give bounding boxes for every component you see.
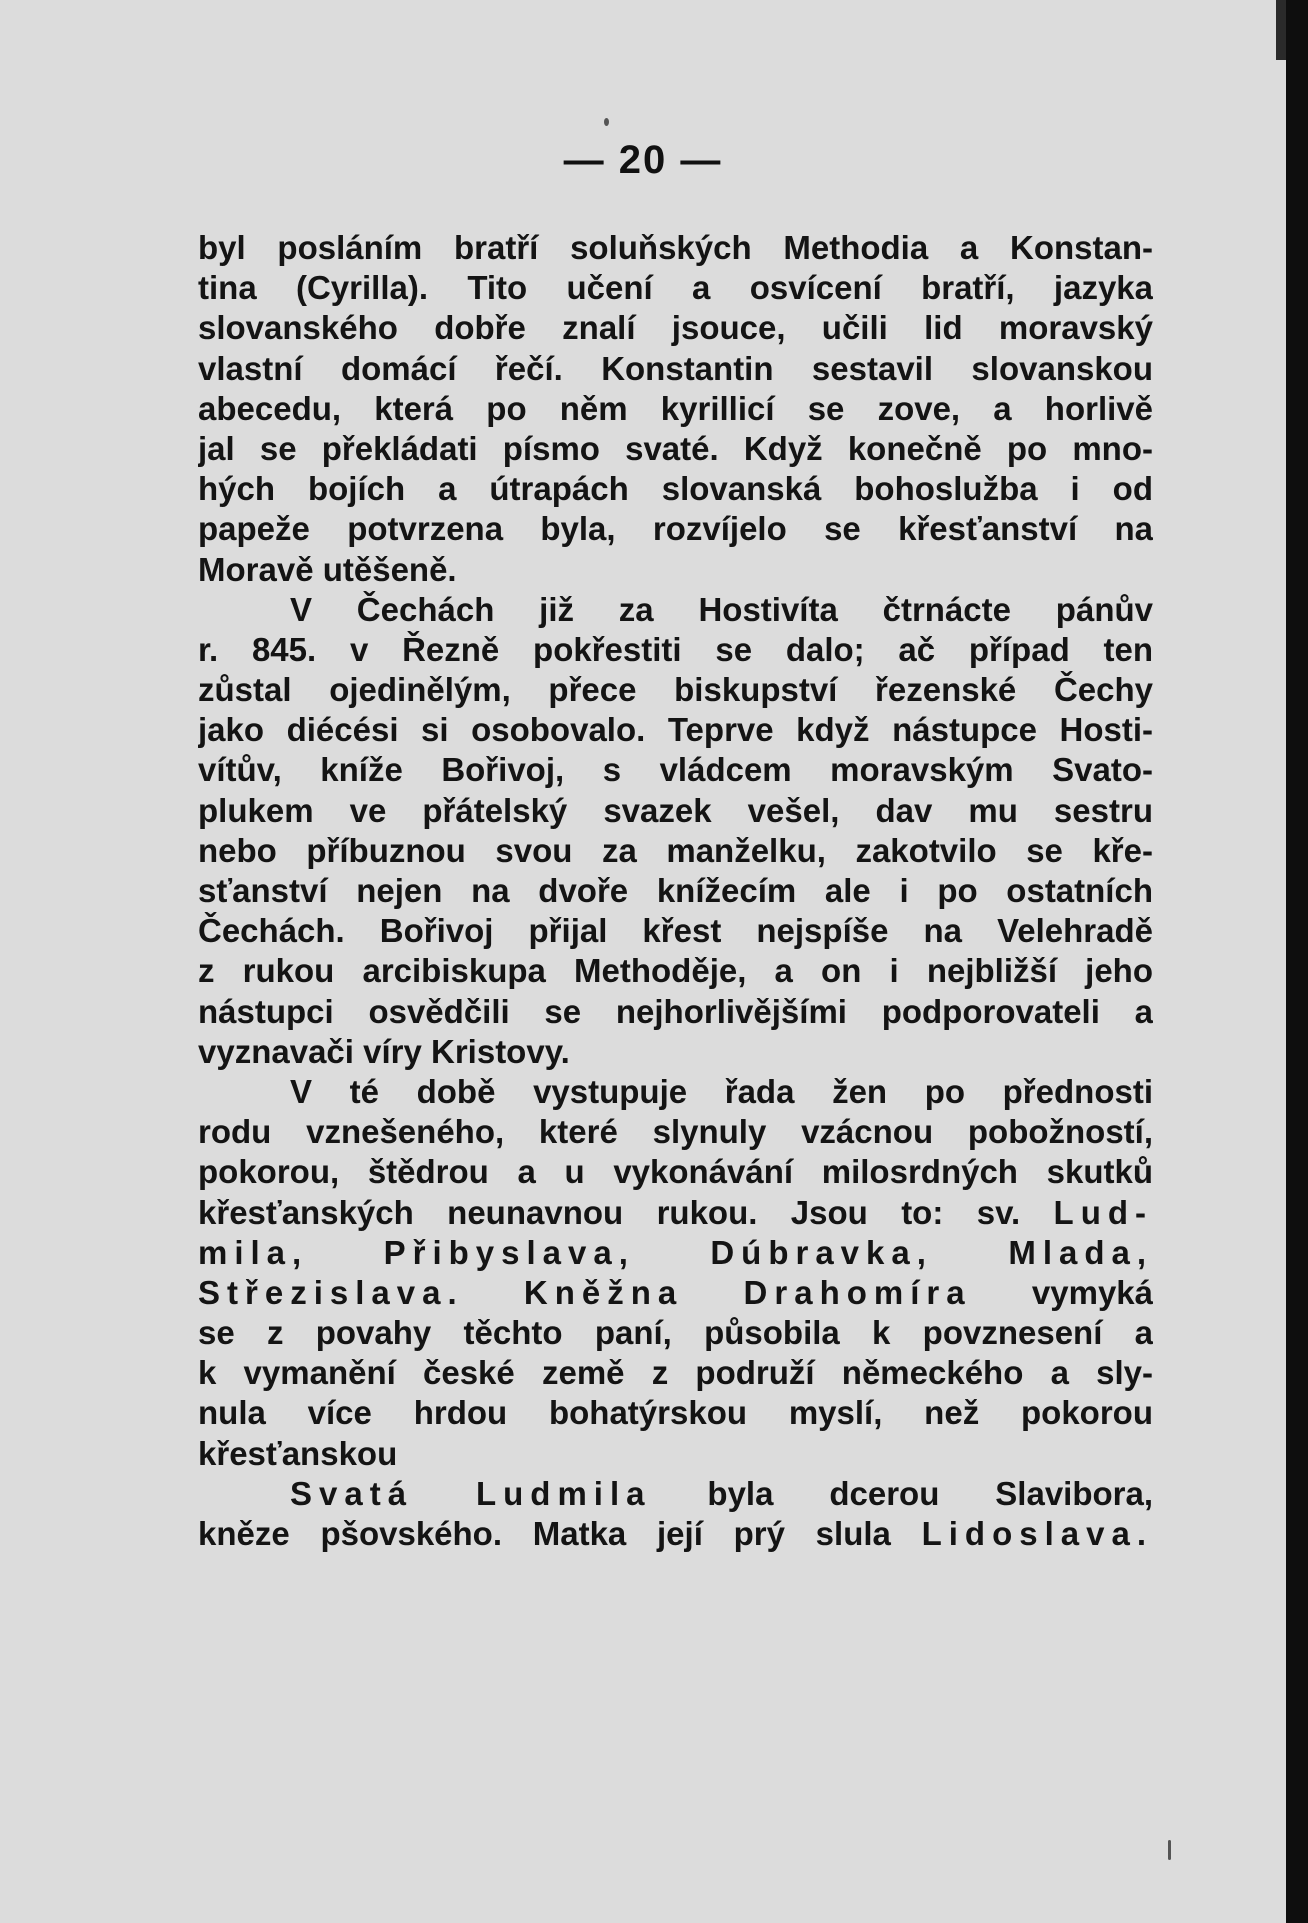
- spaced-name: Drahomíra: [743, 1273, 972, 1311]
- text-line: zůstal ojedinělým, přece biskupství řezenské Čechy: [198, 671, 1153, 709]
- text-line: papeže potvrzena byla, rozvíjelo se křesťanství na: [198, 510, 1153, 548]
- spaced-name: Kněžna: [523, 1273, 684, 1311]
- text-segment: kněze pšovského. Matka její prý slula: [198, 1515, 891, 1552]
- text-line: byl posláním bratří soluňských Methodia a Konstan-: [198, 229, 1153, 266]
- spaced-name: Přibyslava,: [383, 1233, 635, 1271]
- text-line: Moravě utěšeně.: [198, 550, 457, 588]
- spaced-name: Střezislava.: [198, 1273, 464, 1311]
- text-line: rodu vznešeného, které slynuly vzácnou pobožností,: [198, 1113, 1153, 1151]
- text-line: k vymanění české země z podruží německého a sly-: [198, 1354, 1153, 1392]
- text-line: tina (Cyrilla). Tito učení a osvícení bratří, jazyka: [198, 269, 1153, 307]
- text-line: slovanského dobře znalí jsouce, učili lid moravský: [198, 309, 1153, 347]
- text-line: abecedu, která po něm kyrillicí se zove, a horlivě: [198, 389, 1153, 427]
- text-line: pokorou, štědrou a u vykonávání milosrdných skutků: [198, 1153, 1153, 1191]
- text-line: [198, 1193, 1153, 1233]
- text-line: se z povahy těchto paní, působila k povznesení a: [198, 1314, 1153, 1352]
- text-line: sťanství nejen na dvoře knížecím ale i po ostatních: [198, 872, 1153, 909]
- text-line: plukem ve přátelský svazek vešel, dav mu sestru: [198, 791, 1153, 829]
- page-number: — 20 —: [563, 138, 723, 182]
- paper-speck: [604, 118, 609, 126]
- paper-speck: [1168, 1840, 1171, 1860]
- text-line: vítův, kníže Bořivoj, s vládcem moravským Svato-: [198, 751, 1153, 789]
- text-line: [198, 1233, 1153, 1273]
- text-line: [198, 1273, 1153, 1313]
- text-line: nástupci osvědčili se nejhorlivějšími podporovateli a: [198, 992, 1153, 1030]
- scan-edge-shadow: [1276, 0, 1286, 60]
- scan-edge: [1286, 0, 1308, 1923]
- text-line: hých bojích a útrapách slovanská bohoslužba i od: [198, 470, 1153, 508]
- text-line: křesťanskou: [198, 1434, 398, 1472]
- text-line: jako diécési si osobovalo. Teprve když nástupce Hosti-: [198, 711, 1153, 749]
- spaced-name: Svatá Ludmila: [290, 1474, 652, 1512]
- text-segment: křesťanských neunavnou rukou. Jsou to: sv.: [198, 1193, 1021, 1231]
- spaced-name: Lidoslava.: [921, 1515, 1153, 1552]
- text-line: r. 845. v Řezně pokřestiti se dalo; ač případ ten: [198, 630, 1153, 668]
- body-text: [198, 228, 1153, 1554]
- text-segment: vymyká: [1031, 1273, 1153, 1311]
- spaced-name: Lud-: [1053, 1193, 1153, 1231]
- text-line: [198, 1514, 1153, 1554]
- text-line: nebo příbuznou svou za manželku, zakotvilo se kře-: [198, 831, 1153, 869]
- text-line: nula více hrdou bohatýrskou myslí, než pokorou: [198, 1394, 1153, 1432]
- text-line: V Čechách již za Hostivíta čtrnácte pánův: [290, 590, 1153, 628]
- text-segment: mila,: [198, 1233, 309, 1271]
- text-line: Čechách. Bořivoj přijal křest nejspíše na Velehradě: [198, 912, 1153, 950]
- text-line: V té době vystupuje řada žen po přednosti: [290, 1072, 1153, 1110]
- text-line: z rukou arcibiskupa Methoděje, a on i nejbližší jeho: [198, 952, 1153, 990]
- spaced-name: Mlada,: [1008, 1233, 1153, 1271]
- text-line: vyznavači víry Kristovy.: [198, 1032, 570, 1070]
- text-segment: byla dcerou Slavibora,: [707, 1474, 1153, 1512]
- text-line: jal se překládati písmo svaté. Když konečně po mno-: [198, 429, 1153, 467]
- text-line: vlastní domácí řečí. Konstantin sestavil slovanskou: [198, 349, 1153, 387]
- text-line: [198, 1474, 1153, 1514]
- spaced-name: Dúbravka,: [710, 1233, 933, 1271]
